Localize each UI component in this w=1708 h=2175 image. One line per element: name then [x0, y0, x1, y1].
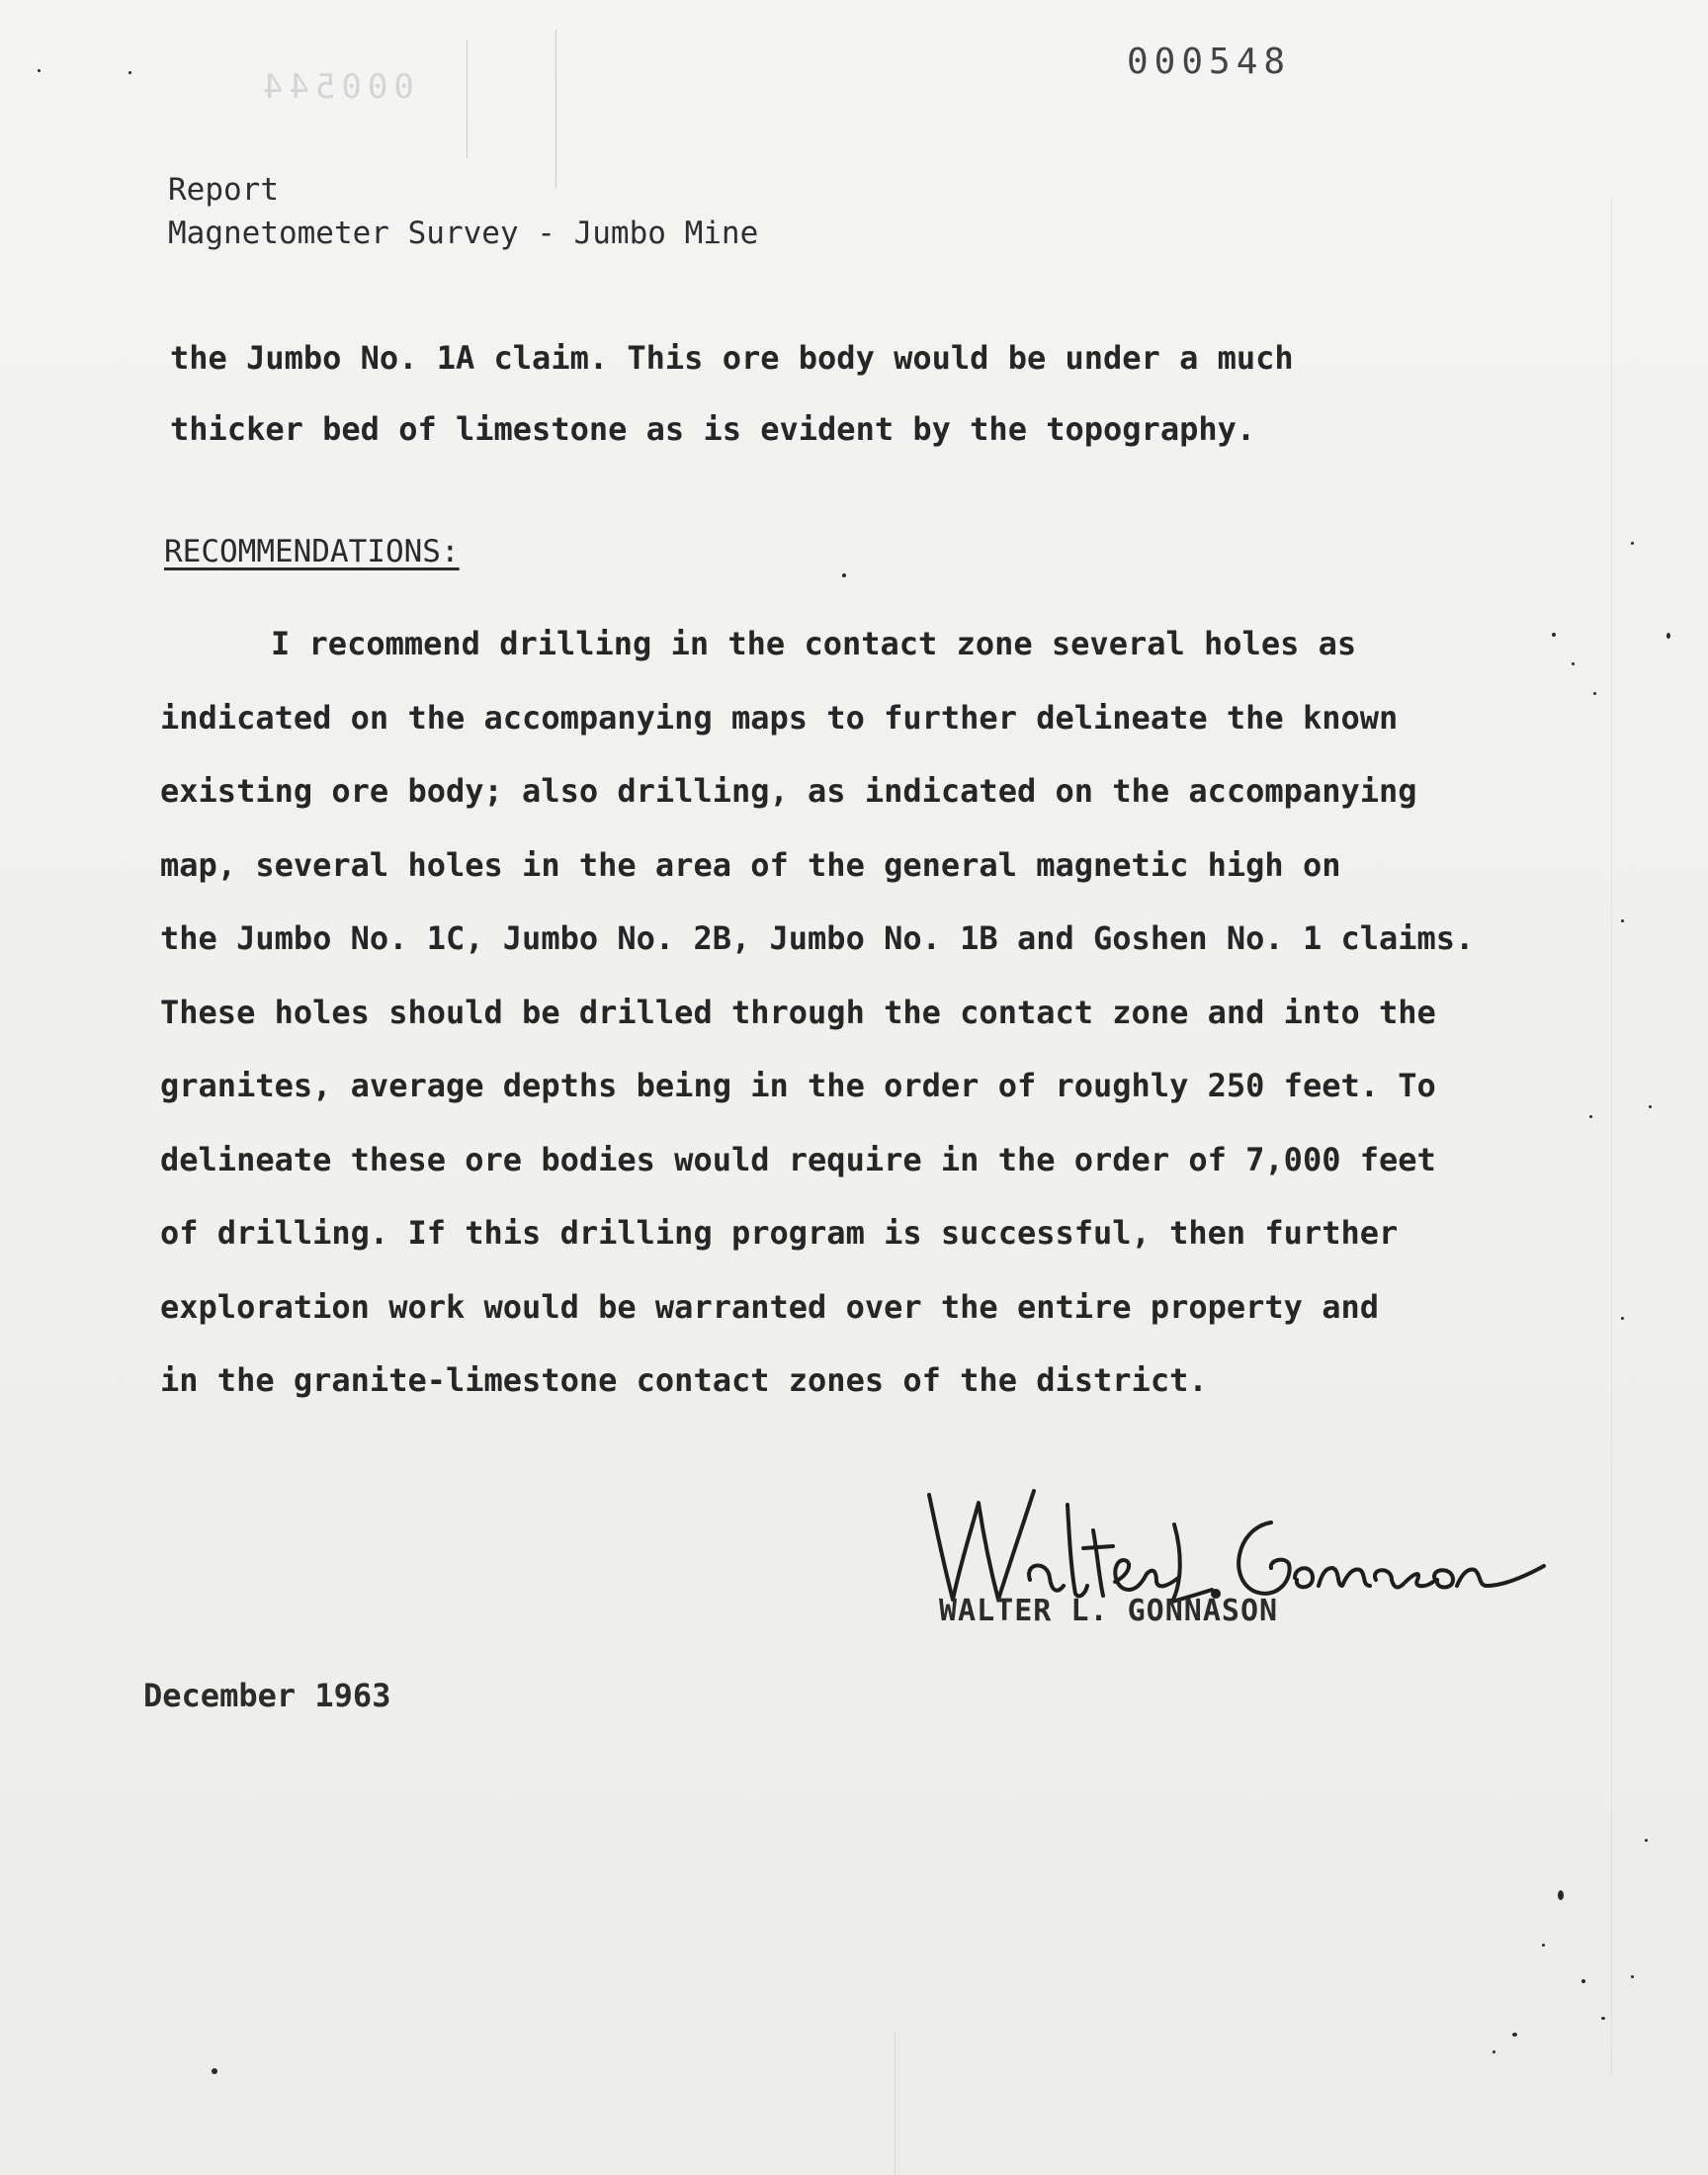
- scan-speck: [1589, 1115, 1592, 1118]
- scan-speck: [212, 2068, 217, 2074]
- text-line: the Jumbo No. 1C, Jumbo No. 2B, Jumbo No. 1B and Goshen No. 1 claims.: [160, 919, 1475, 957]
- scan-speck: [1631, 1975, 1634, 1978]
- scan-speck: [1666, 633, 1670, 639]
- text-line: in the granite-limestone contact zones of the district.: [160, 1361, 1208, 1399]
- stamp-number: 000548: [1127, 42, 1292, 82]
- ghost-stamp-number: 000544: [257, 67, 414, 107]
- scan-speck: [38, 69, 41, 72]
- scan-speck: [1542, 1944, 1545, 1947]
- header-title: Magnetometer Survey - Jumbo Mine: [168, 216, 759, 251]
- text-line: granites, average depths being in the order of roughly 250 feet. To: [160, 1067, 1436, 1104]
- recommendations-paragraph: [160, 607, 1474, 1418]
- text-line: map, several holes in the area of the general magnetic high on: [160, 845, 1341, 884]
- document-header: [168, 168, 758, 255]
- header-report-label: Report: [168, 172, 279, 208]
- margin-rule: [895, 2032, 896, 2175]
- text-line: exploration work would be warranted over the entire property and: [160, 1287, 1379, 1326]
- text-line: delineate these ore bodies would require in the order of 7,000 feet: [160, 1140, 1436, 1178]
- scan-speck: [842, 573, 846, 577]
- text-line: These holes should be drilled through the contact zone and into the: [160, 993, 1436, 1031]
- scan-speck: [1621, 919, 1624, 922]
- scan-speck: [1581, 1979, 1585, 1983]
- signatory-name: WALTER L. GONNASON: [939, 1594, 1279, 1628]
- scan-speck: [1572, 662, 1575, 665]
- scan-speck: [1558, 1890, 1564, 1900]
- margin-rule: [555, 30, 556, 188]
- document-date: December 1963: [143, 1677, 391, 1714]
- scan-speck: [1649, 1105, 1652, 1108]
- recommendations-heading: RECOMMENDATIONS:: [164, 534, 460, 569]
- scan-speck: [128, 71, 131, 74]
- scan-speck: [1552, 633, 1556, 637]
- scan-speck: [1631, 542, 1634, 545]
- scan-speck: [1601, 2017, 1605, 2020]
- scan-speck: [1593, 692, 1596, 695]
- text-line: indicated on the accompanying maps to further delineate the known: [160, 698, 1399, 737]
- intro-paragraph: [170, 322, 1294, 465]
- scan-speck: [1621, 1317, 1624, 1320]
- text-line: of drilling. If this drilling program is successful, then further: [160, 1214, 1399, 1252]
- scan-speck: [1645, 1839, 1648, 1842]
- scan-speck: [1512, 2033, 1517, 2037]
- margin-rule: [1611, 198, 1612, 2076]
- margin-rule: [467, 40, 468, 158]
- text-line: thicker bed of limestone as is evident by the topography.: [170, 410, 1256, 448]
- text-line: I recommend drilling in the contact zone several holes as: [271, 625, 1357, 662]
- text-line: the Jumbo No. 1A claim. This ore body would be under a much: [170, 339, 1294, 377]
- scan-speck: [1493, 2050, 1495, 2053]
- text-line: existing ore body; also drilling, as indicated on the accompanying: [160, 772, 1417, 810]
